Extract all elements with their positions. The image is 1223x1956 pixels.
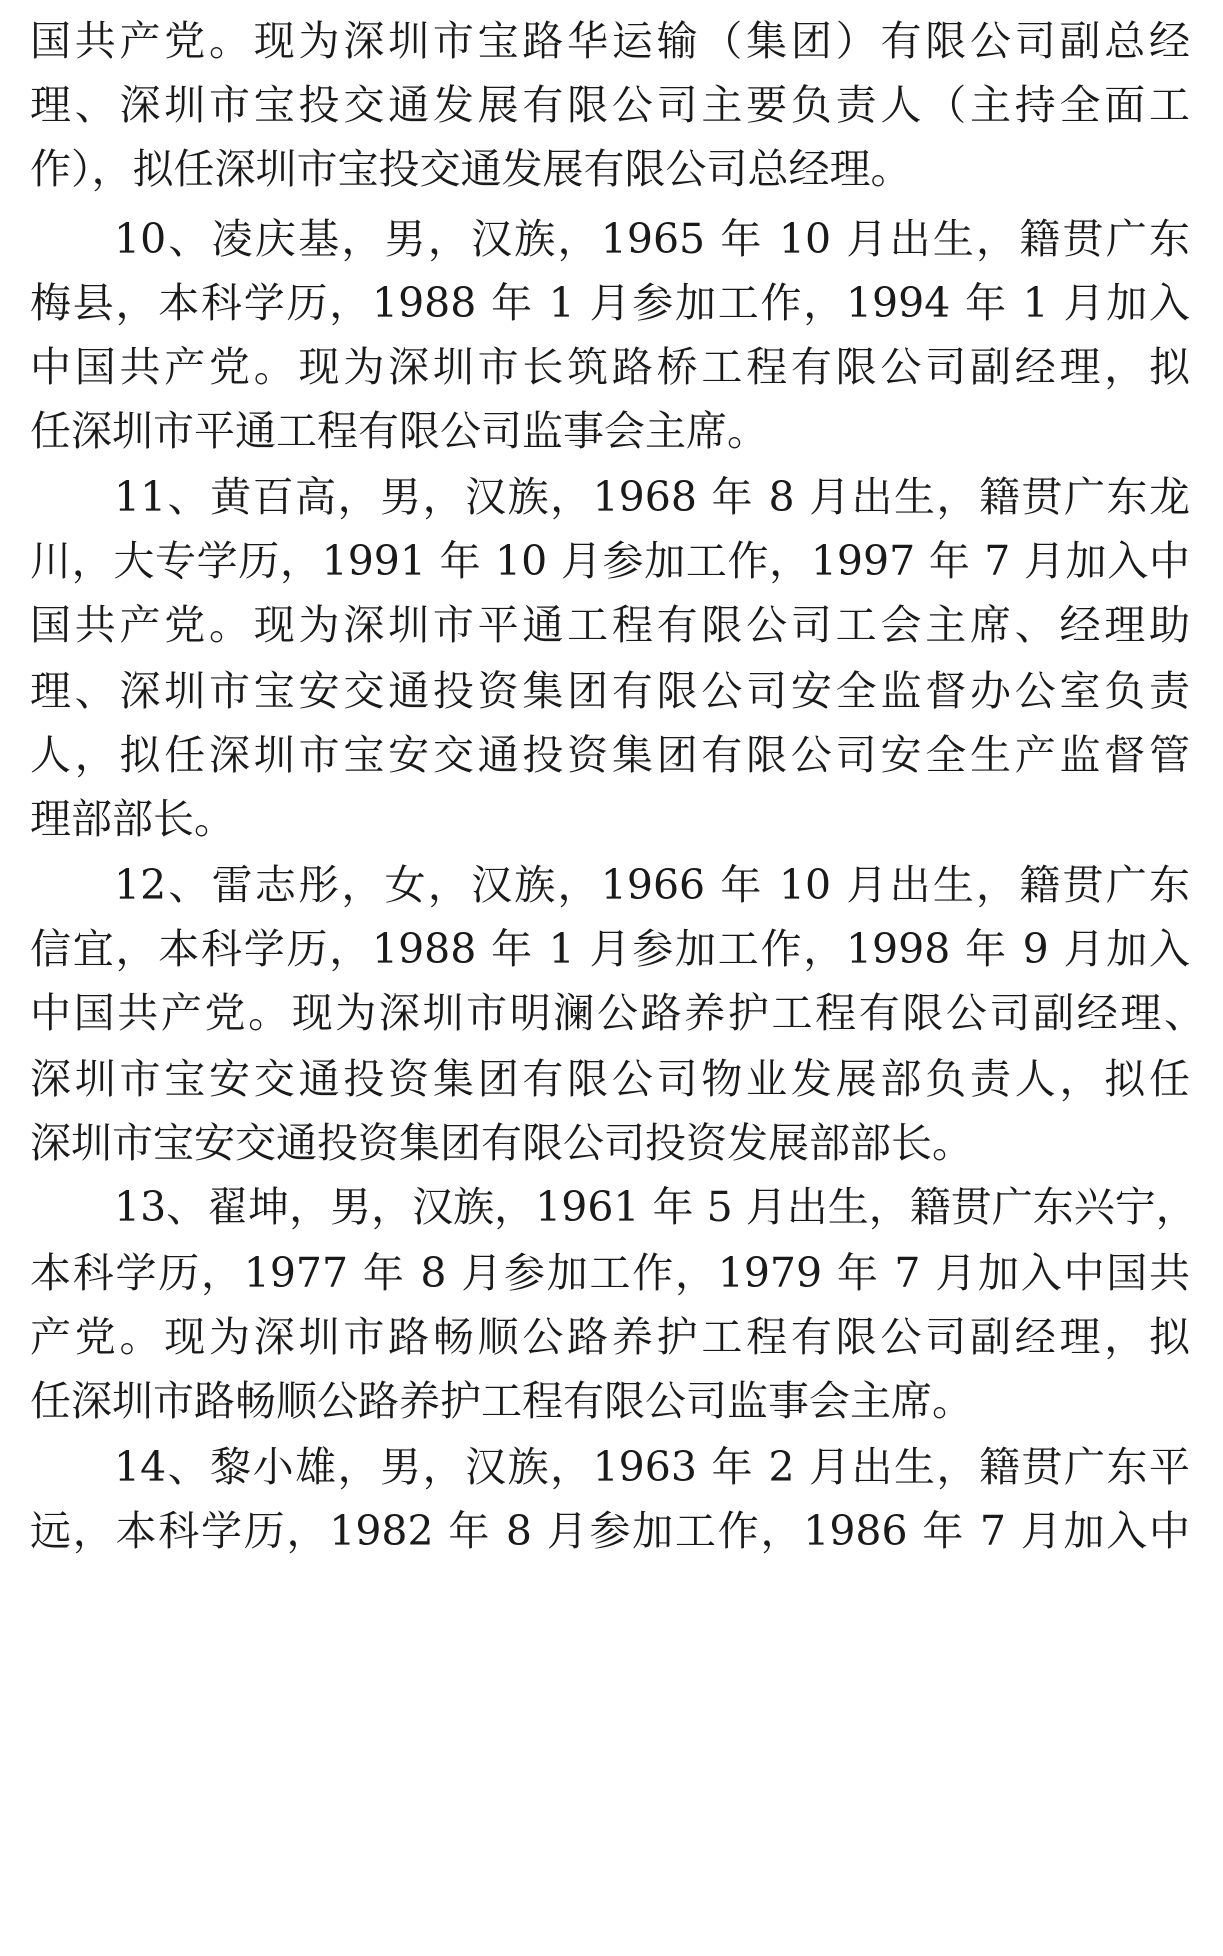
paragraph-11-line-5: 人，拟任深圳市宝安交通投资集团有限公司安全生产监督管 <box>30 731 1190 779</box>
paragraph-12-line-3: 中国共产党。现为深圳市明澜公路养护工程有限公司副经理、 <box>30 989 1205 1037</box>
paragraph-10-line-2: 梅县，本科学历，1988 年 1 月参加工作，1994 年 1 月加入 <box>30 279 1190 327</box>
paragraph-11-line-2: 川，大专学历，1991 年 10 月参加工作，1997 年 7 月加入中 <box>30 537 1190 585</box>
paragraph-11-line-6: 理部部长。 <box>30 795 235 843</box>
paragraph-12-line-1: 12、雷志彤，女，汉族，1966 年 10 月出生，籍贯广东 <box>114 861 1190 909</box>
text-line-3: 作），拟任深圳市宝投交通发展有限公司总经理。 <box>30 145 912 193</box>
paragraph-13-line-2: 本科学历，1977 年 8 月参加工作，1979 年 7 月加入中国共 <box>30 1249 1190 1297</box>
paragraph-10-line-4: 任深圳市平通工程有限公司监事会主席。 <box>30 407 768 455</box>
paragraph-12-line-4: 深圳市宝安交通投资集团有限公司物业发展部负责人，拟任 <box>30 1055 1190 1103</box>
paragraph-13-line-4: 任深圳市路畅顺公路养护工程有限公司监事会主席。 <box>30 1377 973 1425</box>
paragraph-13-line-3: 产党。现为深圳市路畅顺公路养护工程有限公司副经理，拟 <box>30 1313 1190 1361</box>
paragraph-12-line-2: 信宜，本科学历，1988 年 1 月参加工作，1998 年 9 月加入 <box>30 925 1190 973</box>
paragraph-11-line-3: 国共产党。现为深圳市平通工程有限公司工会主席、经理助 <box>30 601 1190 649</box>
paragraph-10-line-3: 中国共产党。现为深圳市长筑路桥工程有限公司副经理，拟 <box>30 343 1190 391</box>
paragraph-11-line-4: 理、深圳市宝安交通投资集团有限公司安全监督办公室负责 <box>30 667 1190 715</box>
text-line-2: 理、深圳市宝投交通发展有限公司主要负责人（主持全面工 <box>30 81 1190 129</box>
paragraph-10-line-1: 10、凌庆基，男，汉族，1965 年 10 月出生，籍贯广东 <box>114 215 1190 263</box>
document-page <box>30 0 1205 1956</box>
paragraph-14-line-1: 14、黎小雄，男，汉族，1963 年 2 月出生，籍贯广东平 <box>114 1443 1190 1491</box>
paragraph-11-line-1: 11、黄百高，男，汉族，1968 年 8 月出生，籍贯广东龙 <box>114 473 1190 521</box>
paragraph-12-line-5: 深圳市宝安交通投资集团有限公司投资发展部部长。 <box>30 1119 973 1167</box>
text-line-1: 国共产党。现为深圳市宝路华运输（集团）有限公司副总经 <box>30 17 1190 65</box>
paragraph-14-line-2: 远，本科学历，1982 年 8 月参加工作，1986 年 7 月加入中 <box>30 1507 1190 1555</box>
paragraph-13-line-1: 13、翟坤，男，汉族，1961 年 5 月出生，籍贯广东兴宁， <box>114 1183 1197 1231</box>
